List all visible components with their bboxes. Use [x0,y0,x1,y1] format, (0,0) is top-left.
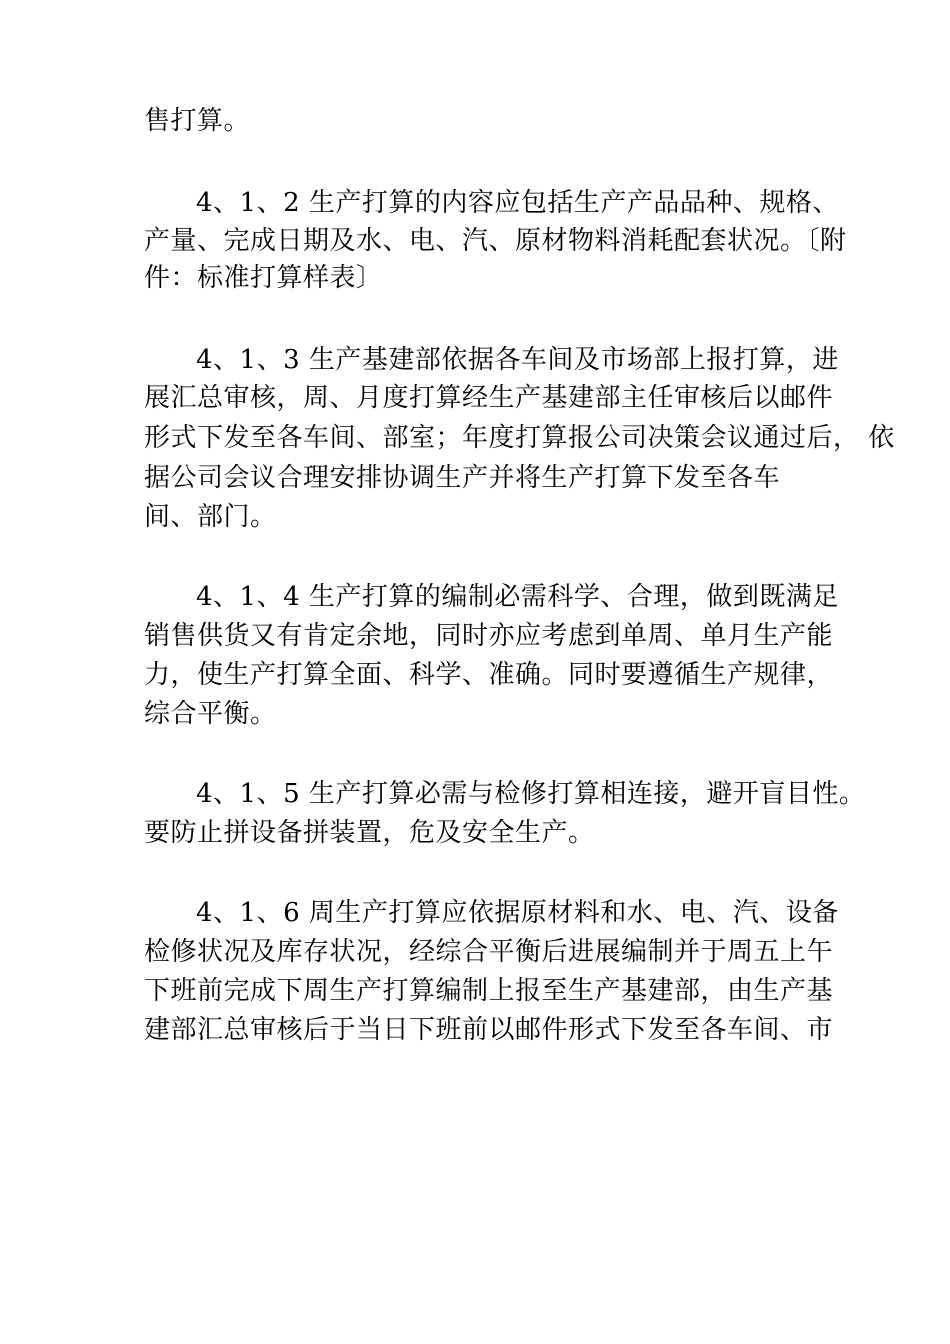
text-line: 售打算。 [144,106,251,136]
text-line: 4、1、3 生产基建部依据各车间及市场部上报打算，进 [196,345,839,375]
text-line: 展汇总审核，周、月度打算经生产基建部主任审核后以邮件 [144,383,834,413]
text-line: 产量、完成日期及水、电、汽、原材物料消耗配套状况。〔附 [144,226,847,256]
text-line: 要防止拼设备拼装置，危及安全生产。 [144,818,595,848]
text-line: 力，使生产打算全面、科学、准确。同时要遵循生产规律， [144,660,834,690]
text-line: 下班前完成下周生产打算编制上报至生产基建部，由生产基 [144,976,834,1006]
text-line: 形式下发至各车间、部室；年度打算报公司决策会议通过后， 依 [144,423,895,453]
text-line: 4、1、5 生产打算必需与检修打算相连接，避开盲目性。 [196,779,866,809]
text-line: 销售供货又有肯定余地，同时亦应考虑到单周、单月生产能 [144,621,834,651]
text-line: 件：标准打算样表〕 [144,263,383,293]
text-line: 检修状况及库存状况，经综合平衡后进展编制并于周五上午 [144,937,834,967]
text-line: 4、1、4 生产打算的编制必需科学、合理，做到既满足 [196,582,839,612]
text-line: 4、1、6 周生产打算应依据原材料和水、电、汽、设备 [196,898,839,928]
text-line: 据公司会议合理安排协调生产并将生产打算下发至各车 [144,463,781,493]
text-line: 间、部门。 [144,502,277,532]
text-line: 4、1、2 生产打算的内容应包括生产产品品种、规格、 [196,188,839,218]
text-line: 建部汇总审核后于当日下班前以邮件形式下发至各车间、市 [144,1015,834,1045]
text-line: 综合平衡。 [144,699,277,729]
